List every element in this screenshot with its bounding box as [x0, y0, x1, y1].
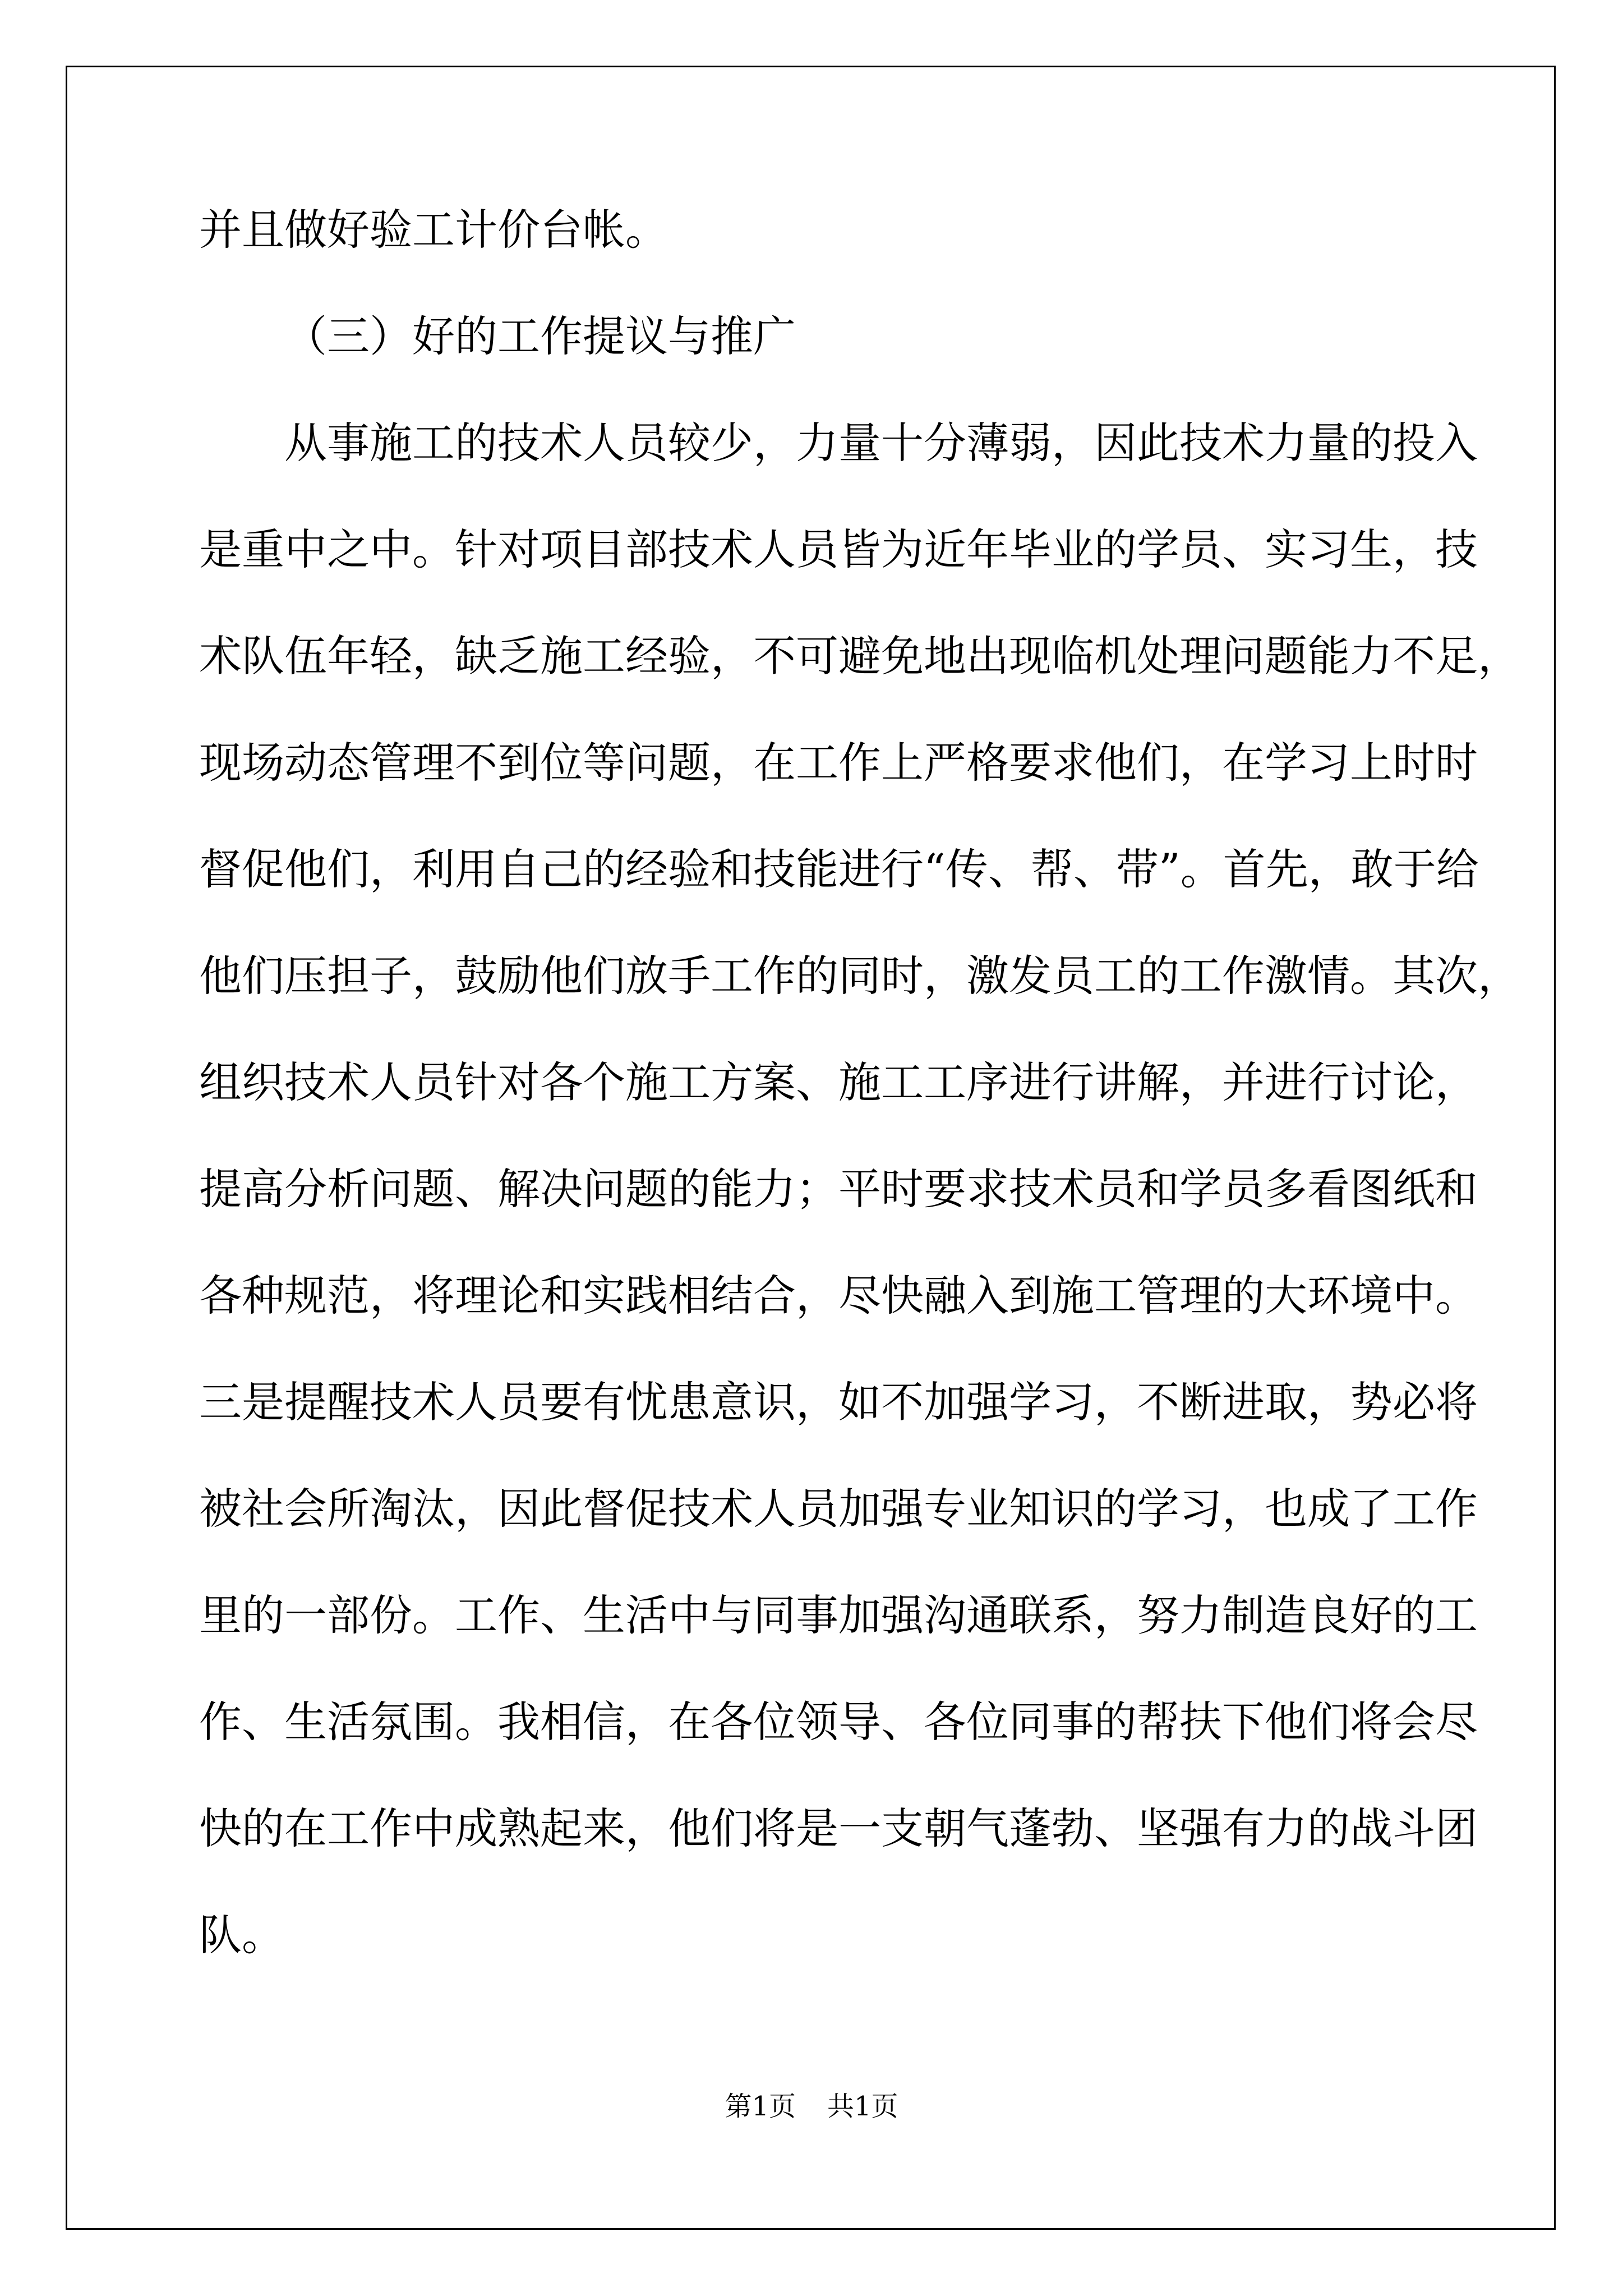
text-line: 各种规范，将理论和实践相结合，尽快融入到施工管理的大环境中。	[199, 1271, 1478, 1320]
text-line: 现场动态管理不到位等问题，在工作上严格要求他们，在学习上时时	[199, 738, 1478, 788]
page-footer	[0, 2090, 1623, 2123]
text-line: 队。	[199, 1910, 284, 1960]
page-number-total: 共1页	[827, 2091, 898, 2122]
text-line: 督促他们，利用自己的经验和技能进行“传、帮、带”。首先，敢于给	[199, 844, 1479, 894]
text-line: 组织技术人员针对各个施工方案、施工工序进行讲解，并进行讨论，	[199, 1057, 1478, 1107]
text-line: 他们压担子，鼓励他们放手工作的同时，激发员工的工作激情。其次，	[199, 951, 1520, 1001]
page-border	[66, 66, 1556, 2230]
text-line: 作、生活氛围。我相信，在各位领导、各位同事的帮扶下他们将会尽	[199, 1697, 1478, 1747]
text-line: 三是提醒技术人员要有忧患意识，如不加强学习，不断进取，势必将	[199, 1377, 1478, 1427]
text-line: 术队伍年轻，缺乏施工经验，不可避免地出现临机处理问题能力不足，	[199, 631, 1520, 681]
text-line: 提高分析问题、解决问题的能力；平时要求技术员和学员多看图纸和	[199, 1164, 1478, 1214]
section-heading: （三）好的工作提议与推广	[284, 311, 796, 361]
text-line: 是重中之中。针对项目部技术人员皆为近年毕业的学员、实习生，技	[199, 524, 1478, 574]
text-line: 并且做好验工计价台帐。	[199, 205, 668, 255]
text-line: 被社会所淘汰，因此督促技术人员加强专业知识的学习，也成了工作	[199, 1484, 1478, 1534]
text-line: 从事施工的技术人员较少，力量十分薄弱，因此技术力量的投入	[284, 418, 1478, 468]
text-line: 里的一部份。工作、生活中与同事加强沟通联系，努力制造良好的工	[199, 1590, 1478, 1640]
text-line: 快的在工作中成熟起来，他们将是一支朝气蓬勃、坚强有力的战斗团	[199, 1803, 1478, 1853]
page-number-current: 第1页	[725, 2091, 796, 2122]
